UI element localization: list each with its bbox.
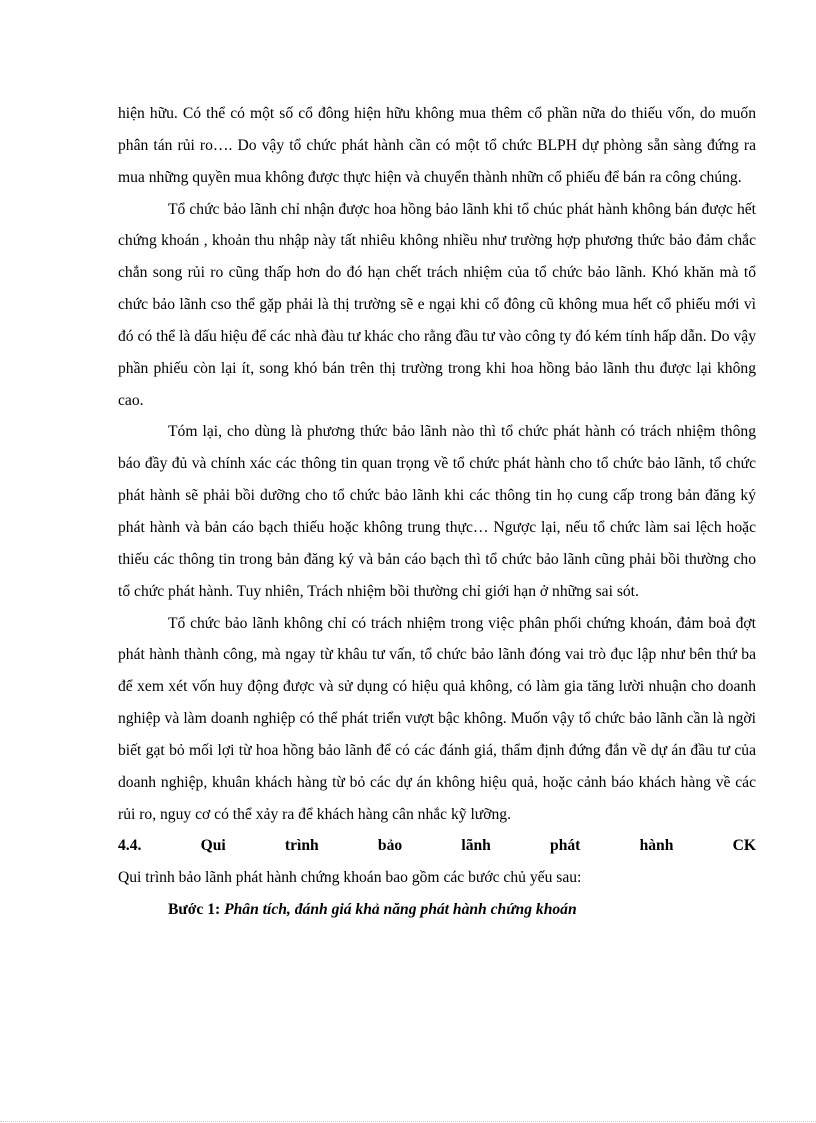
paragraph-4: Tổ chức bảo lãnh không chỉ có trách nhiệm trong việc phân phối chứng khoán, đảm boả đợt phát hành thành công, mà ngay từ khâu tư vấn, tổ chức bảo lãnh đóng vai trò đục lập như bên thứ ba để xem xét vốn huy động được và sử dụng có hiệu quả không, có làm gia tăng lười nhuận cho doanh nghiệp và làm doanh nghiệp có thể phát triển vượt bậc không. Muốn vậy tổ chức bảo lãnh cần là ngời biết gạt bỏ mối lợi từ hoa hồng bảo lãnh để có các đánh giá, thẩm định đứng đắn về dự án đầu tư của doanh nghiệp, khuân khách hàng từ bỏ các dự án không hiệu quả, hoặc cảnh báo khách hàng về các rủi ro, nguy cơ có thể xảy ra để khách hàng cân nhắc kỹ lưỡng. <box>118 614 756 823</box>
step-1-label: Bước 1: <box>168 901 221 919</box>
intro-line: Qui trình bảo lãnh phát hành chứng khoán bao gồm các bước chủ yếu sau: <box>118 869 582 887</box>
heading-word: CK <box>732 837 756 855</box>
heading-word: 4.4. <box>118 837 142 855</box>
document-page <box>118 98 756 926</box>
heading-word: Qui <box>200 837 226 855</box>
heading-word: phát <box>550 837 581 855</box>
paragraph-2: Tổ chức bảo lãnh chỉ nhận được hoa hồng bảo lãnh khi tổ chúc phát hành không bán được hết chứng khoán , khoản thu nhập này tất nhiêu không nhiều như trường hợp phương thức bảo đảm chắc chắn song rủi ro cũng thấp hơn do đó hạn chết trách nhiệm của tổ chức bảo lãnh. Khó khăn mà tổ chức bảo lãnh cso thể gặp phải là thị trường sẽ e ngại khi cổ đông cũ không mua hết cổ phiếu mới vì đó có thể là dấu hiệu để các nhà đàu tư khác cho rằng đầu tư vào công ty đó kém tính hấp dẫn. Do vậy phần phiếu còn lại ít, song khó bán trên thị trường trong khi hoa hồng bảo lãnh thu được lại không cao. <box>118 200 756 409</box>
heading-word: trình <box>284 837 319 855</box>
paragraph-3: Tóm lại, cho dùng là phương thức bảo lãnh nào thì tổ chức phát hành có trách nhiệm thông báo đầy đủ và chính xác các thông tin quan trọng về tổ chức phát hành cho tổ chức bảo lãnh, tổ chức phát hành sẽ phải bồi dưỡng cho tổ chức bảo lãnh khi các thông tin họ cung cấp trong bản đăng ký phát hành và bản cáo bạch thiếu hoặc không trung thực… Ngược lại, nếu tổ chức làm sai lệch hoặc thiếu các thông tin trong bản đăng ký và bản cáo bạch thì tổ chức bảo lãnh cũng phải bồi thường cho tổ chức phát hành. Tuy nhiên, Trách nhiệm bồi thường chỉ giới hạn ở những sai sót. <box>118 423 756 600</box>
paragraph-1: hiện hữu. Có thể có một số cổ đông hiện hữu không mua thêm cổ phần nữa do thiếu vốn, do muốn phân tán rủi ro…. Do vậy tổ chức phát hành cần có một tổ chức BLPH dự phòng sẵn sàng đứng ra mua những quyền mua không được thực hiện và chuyển thành nhữn cổ phiếu để bán ra công chúng. <box>118 105 756 186</box>
heading-word: lãnh <box>461 837 491 855</box>
heading-word: hành <box>639 837 674 855</box>
step-1 <box>118 894 756 926</box>
section-heading-4-4 <box>118 830 756 862</box>
page-bottom-divider <box>0 1121 816 1122</box>
heading-word: bảo <box>377 837 403 855</box>
step-1-title: Phân tích, đánh giá khả năng phát hành chứng khoán <box>224 901 577 919</box>
